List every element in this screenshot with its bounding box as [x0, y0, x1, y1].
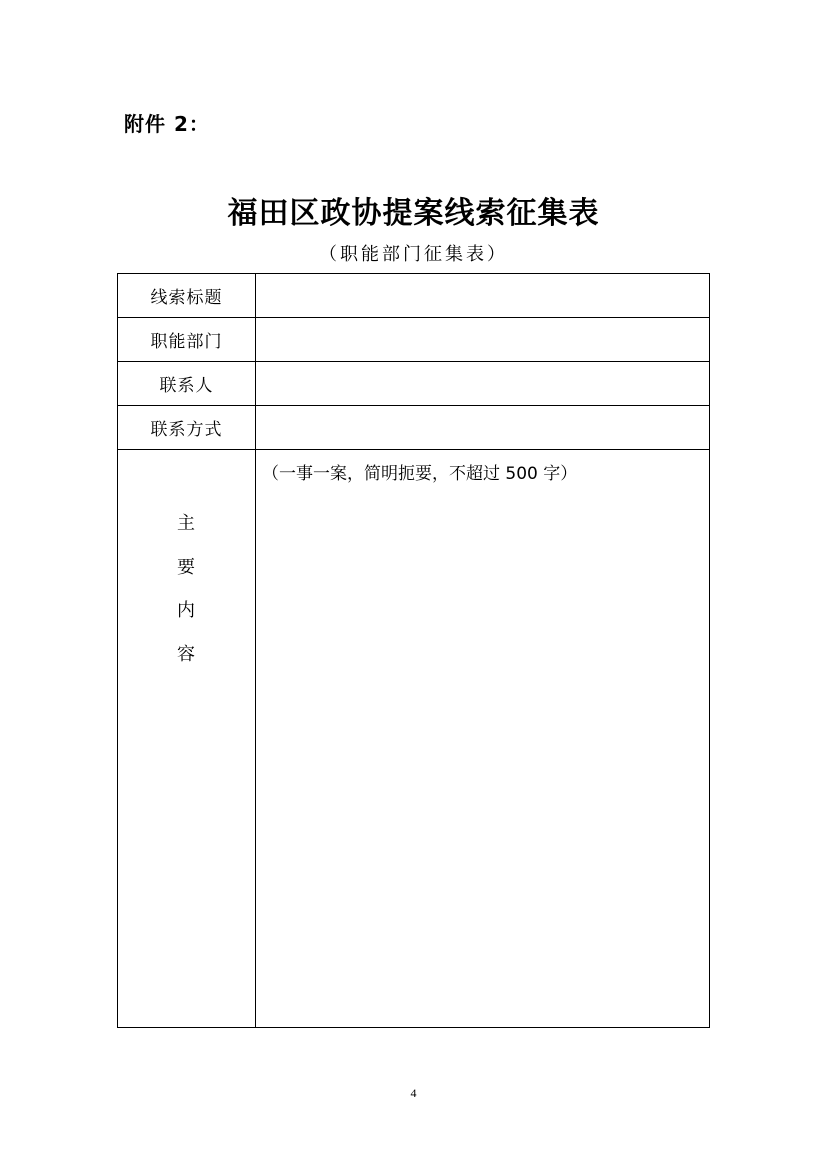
field-value-contact-method[interactable]: [256, 406, 710, 450]
field-label-contact-person: 联系人: [118, 362, 256, 406]
form-row-title: [118, 274, 710, 318]
label-char: 主: [177, 513, 196, 534]
field-value-main-content[interactable]: [256, 450, 710, 1028]
field-label-department: 职能部门: [118, 318, 256, 362]
document-title: 福田区政协提案线索征集表: [227, 196, 600, 231]
form-row-department: [118, 318, 710, 362]
field-label-contact-method: 联系方式: [118, 406, 256, 450]
field-value-title[interactable]: [256, 274, 710, 318]
content-hint: （一事一案，简明扼要，不超过 500 字）: [262, 464, 578, 484]
label-char: 容: [177, 643, 196, 665]
label-char: 内: [177, 600, 196, 621]
form-row-contact-person: [118, 362, 710, 406]
form-row-contact-method: [118, 406, 710, 450]
page-number: 4: [410, 1086, 417, 1100]
attachment-label: 附件 2：: [124, 112, 210, 136]
collection-form-table: [117, 273, 710, 1028]
label-char: 要: [177, 556, 196, 578]
field-value-contact-person[interactable]: [256, 362, 710, 406]
vertical-label: [118, 502, 255, 676]
field-value-department[interactable]: [256, 318, 710, 362]
field-label-title: 线索标题: [118, 274, 256, 318]
field-label-main-content: [118, 450, 256, 1028]
document-subtitle: （职能部门征集表）: [319, 244, 508, 265]
form-row-main-content: [118, 450, 710, 1028]
